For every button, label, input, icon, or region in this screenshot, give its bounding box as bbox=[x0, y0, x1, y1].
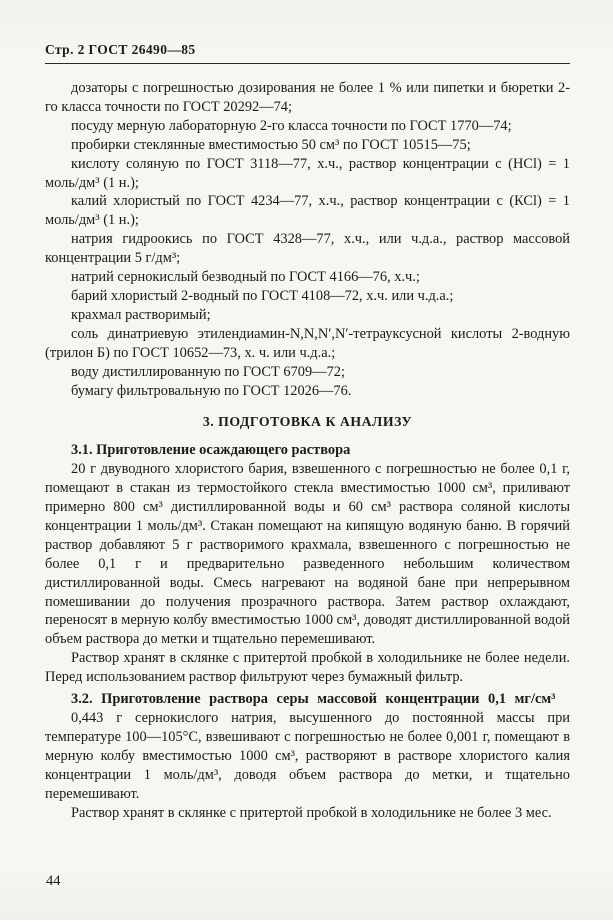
section-3-heading: 3. ПОДГОТОВКА К АНАЛИЗУ bbox=[202, 414, 413, 430]
paragraph-3-2-1: 0,443 г сернокислого натрия, высушенного до постоянной массы при температуре 100—105°С, взвешивают с погрешностью не более 0,001 г, помещают в мерную колбу вместимостью 1000 см³, растворяют в растворе хлористого калия концентрации 1 моль/дм³, доводя объем раствора до метки, и тщательно перемешивают. bbox=[45, 710, 570, 802]
subsection-3-2-heading: 3.2. Приготовление раствора серы массовой концентрации 0,1 мг/см³ bbox=[71, 691, 556, 708]
reagent-item: пробирки стеклянные вместимостью 50 см³ по ГОСТ 10515—75; bbox=[71, 136, 471, 153]
subsection-3-1-heading: 3.1. Приготовление осаждающего раствора bbox=[71, 442, 351, 459]
reagent-item: кислоту соляную по ГОСТ 3118—77, х.ч., раствор концентрации с (НСl) = 1 моль/дм³ (1 н.); bbox=[45, 155, 570, 191]
document-text bbox=[45, 79, 570, 822]
reagent-item: посуду мерную лабораторную 2-го класса точности по ГОСТ 1770—74; bbox=[71, 117, 512, 134]
reagent-item: натрия гидроокись по ГОСТ 4328—77, х.ч., или ч.д.а., раствор массовой концентрации 5 г/дм³; bbox=[45, 231, 570, 267]
reagent-item: бумагу фильтровальную по ГОСТ 12026—76. bbox=[71, 382, 352, 399]
reagent-item: калий хлористый по ГОСТ 4234—77, х.ч., раствор концентрации с (КСl) = 1 моль/дм³ (1 н.); bbox=[45, 193, 570, 229]
reagent-item: крахмал растворимый; bbox=[71, 306, 211, 323]
reagent-item: барий хлористый 2-водный по ГОСТ 4108—72, х.ч. или ч.д.а.; bbox=[71, 287, 454, 304]
page-header: Стр. 2 ГОСТ 26490—85 bbox=[45, 42, 570, 64]
paragraph-3-2-2: Раствор хранят в склянке с притертой пробкой в холодильнике не более 3 мес. bbox=[71, 804, 552, 821]
paragraph-3-1-1: 20 г двуводного хлористого бария, взвешенного с погрешностью не более 0,1 г, помещают в стакан из термостойкого стекла вместимостью 1000 см³, приливают примерно 800 см³ дистиллированной воды и 60 см³ раствора соляной кислоты концентрации 1 моль/дм³. Стакан помещают на кипящую водяную баню. В горячий раствор добавляют 5 г растворимого крахмала, взвешенного с погрешностью не более 0,1 г и предварительно разведенного небольшим количеством дистиллированной воды. Смесь нагревают на водяной бане при непрерывном помешивании до получения прозрачного раствора. Затем раствор охлаждают, переносят в мерную колбу вместимостью 1000 см³, доводят дистиллированной водой объем раствора до метки и тщательно перемешивают. bbox=[45, 461, 570, 648]
reagent-item: натрий сернокислый безводный по ГОСТ 4166—76, х.ч.; bbox=[71, 269, 420, 286]
reagent-item: дозаторы с погрешностью дозирования не более 1 % или пипетки и бюретки 2-го класса точности по ГОСТ 20292—74; bbox=[45, 80, 570, 115]
page-body bbox=[45, 42, 570, 822]
page-number: 44 bbox=[46, 873, 61, 889]
paragraph-3-1-2: Раствор хранят в склянке с притертой пробкой в холодильнике не более недели. Перед использованием раствор фильтруют через бумажный фильтр. bbox=[45, 650, 570, 686]
reagent-item: воду дистиллированную по ГОСТ 6709—72; bbox=[71, 363, 345, 380]
reagent-item: соль динатриевую этилендиамин-N,N,N′,N′-тетрауксусной кислоты 2-водную (трилон Б) по ГОСТ 10652—73, х. ч. или ч.д.а.; bbox=[45, 325, 570, 361]
